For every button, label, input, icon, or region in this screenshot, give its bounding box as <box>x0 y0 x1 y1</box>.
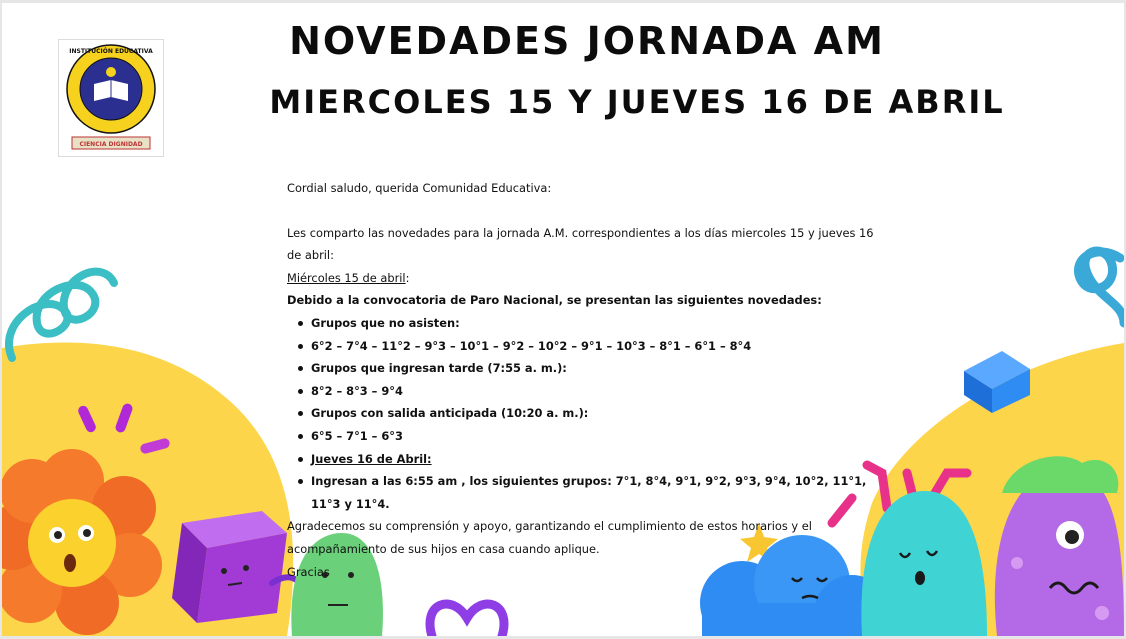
wednesday-date: Miércoles 15 de abril <box>287 270 406 285</box>
list-item: Ingresan a las 6:55 am , los siguientes grupos: 7°1, 8°4, 9°1, 9°2, 9°3, 9°4, 10°2, 11°1, 11°3 y 11°4. <box>311 470 887 515</box>
purple-spotted-monster <box>995 456 1124 636</box>
novedades-list <box>287 312 887 515</box>
list-item: Grupos que no asisten: <box>311 312 887 335</box>
list-item: Grupos con salida anticipada (10:20 a. m.): <box>311 402 887 425</box>
announcement-body <box>287 177 887 583</box>
list-item: Jueves 16 de Abril: <box>311 448 887 471</box>
wednesday-heading <box>287 267 887 290</box>
svg-text:INSTITUCIÓN EDUCATIVA: INSTITUCIÓN EDUCATIVA <box>69 48 153 55</box>
page-title: NOVEDADES JORNADA AM <box>289 19 885 63</box>
list-item: Grupos que ingresan tarde (7:55 a. m.): <box>311 357 887 380</box>
svg-text:CIENCIA DIGNIDAD: CIENCIA DIGNIDAD <box>79 141 143 148</box>
list-item: 6°5 – 7°1 – 6°3 <box>311 425 887 448</box>
wednesday-colon: : <box>405 270 410 285</box>
closing-text: Agradecemos su comprensión y apoyo, garantizando el cumplimiento de estos horarios y el acompañamiento de sus hijos en casa cuando aplique. <box>287 519 812 556</box>
list-item: 6°2 – 7°4 – 11°2 – 9°3 – 10°1 – 9°2 – 10°2 – 9°1 – 10°3 – 8°1 – 6°1 – 8°4 <box>311 335 887 358</box>
page-subtitle: MIERCOLES 15 Y JUEVES 16 DE ABRIL <box>269 83 1005 121</box>
signoff: Gracias <box>287 564 330 579</box>
purple-loop <box>430 604 504 636</box>
teal-spiral-right <box>1078 251 1124 323</box>
list-item: 8°2 – 8°3 – 9°4 <box>311 380 887 403</box>
poster <box>2 3 1124 636</box>
strike-notice: Debido a la convocatoria de Paro Nacional, se presentan las siguientes novedades: <box>287 293 822 308</box>
greeting: Cordial saludo, querida Comunidad Educativa: <box>287 181 552 195</box>
intro-text: Les comparto las novedades para la jornada A.M. correspondientes a los días miercoles 15 y jueves 16 de abril: <box>287 225 874 263</box>
